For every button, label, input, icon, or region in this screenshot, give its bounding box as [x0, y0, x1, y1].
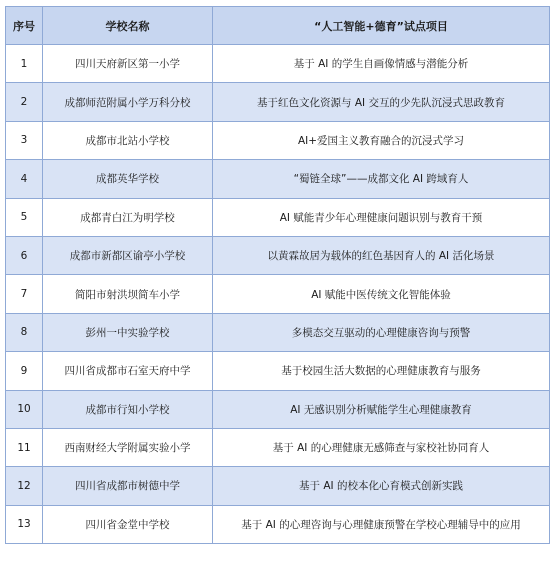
- cell-project: 以黄霖故居为载体的红色基因育人的 AI 活化场景: [213, 236, 550, 274]
- table-row: [6, 313, 550, 351]
- cell-index: 1: [6, 45, 43, 83]
- header-pilot-project: “人工智能+德育”试点项目: [213, 7, 550, 45]
- table-row: [6, 160, 550, 198]
- cell-index: 6: [6, 236, 43, 274]
- cell-school: 西南财经大学附属实验小学: [43, 428, 213, 466]
- cell-school: 四川省成都市树德中学: [43, 467, 213, 505]
- cell-project: AI 无感识别分析赋能学生心理健康教育: [213, 390, 550, 428]
- header-index: 序号: [6, 7, 43, 45]
- cell-school: 四川省金堂中学校: [43, 505, 213, 543]
- cell-school: 成都英华学校: [43, 160, 213, 198]
- cell-index: 9: [6, 352, 43, 390]
- cell-index: 11: [6, 428, 43, 466]
- cell-school: 四川天府新区第一小学: [43, 45, 213, 83]
- table-row: [6, 121, 550, 159]
- table-row: [6, 45, 550, 83]
- cell-index: 2: [6, 83, 43, 121]
- cell-project: AI+爱国主义教育融合的沉浸式学习: [213, 121, 550, 159]
- header-row: [6, 7, 550, 45]
- table-row: [6, 505, 550, 543]
- table-row: [6, 236, 550, 274]
- table-row: [6, 390, 550, 428]
- cell-project: 多模态交互驱动的心理健康咨询与预警: [213, 313, 550, 351]
- header-school-name: 学校名称: [43, 7, 213, 45]
- table-row: [6, 352, 550, 390]
- cell-index: 7: [6, 275, 43, 313]
- table-row: [6, 428, 550, 466]
- table-row: [6, 275, 550, 313]
- table-row: [6, 467, 550, 505]
- cell-school: 四川省成都市石室天府中学: [43, 352, 213, 390]
- table-body: [6, 45, 550, 544]
- cell-project: 基于 AI 的学生自画像情感与潜能分析: [213, 45, 550, 83]
- cell-school: 彭州一中实验学校: [43, 313, 213, 351]
- cell-index: 13: [6, 505, 43, 543]
- cell-project: 基于校园生活大数据的心理健康教育与服务: [213, 352, 550, 390]
- cell-index: 4: [6, 160, 43, 198]
- cell-project: 基于 AI 的心理咨询与心理健康预警在学校心理辅导中的应用: [213, 505, 550, 543]
- pilot-projects-table-wrapper: [5, 6, 549, 544]
- table-row: [6, 83, 550, 121]
- cell-project: 基于 AI 的心理健康无感筛查与家校社协同育人: [213, 428, 550, 466]
- table-row: [6, 198, 550, 236]
- cell-school: 成都青白江为明学校: [43, 198, 213, 236]
- cell-index: 3: [6, 121, 43, 159]
- cell-project: 基于 AI 的校本化心育模式创新实践: [213, 467, 550, 505]
- cell-school: 简阳市射洪坝简车小学: [43, 275, 213, 313]
- cell-school: 成都师范附属小学万科分校: [43, 83, 213, 121]
- cell-school: 成都市行知小学校: [43, 390, 213, 428]
- cell-index: 8: [6, 313, 43, 351]
- cell-index: 5: [6, 198, 43, 236]
- table-header: [6, 7, 550, 45]
- cell-project: AI 赋能中医传统文化智能体验: [213, 275, 550, 313]
- cell-project: 基于红色文化资源与 AI 交互的少先队沉浸式思政教育: [213, 83, 550, 121]
- cell-index: 10: [6, 390, 43, 428]
- cell-project: “蜀链全球”——成都文化 AI 跨域育人: [213, 160, 550, 198]
- cell-school: 成都市北站小学校: [43, 121, 213, 159]
- cell-project: AI 赋能青少年心理健康问题识别与教育干预: [213, 198, 550, 236]
- pilot-projects-table: [5, 6, 550, 544]
- cell-school: 成都市新都区谕亭小学校: [43, 236, 213, 274]
- cell-index: 12: [6, 467, 43, 505]
